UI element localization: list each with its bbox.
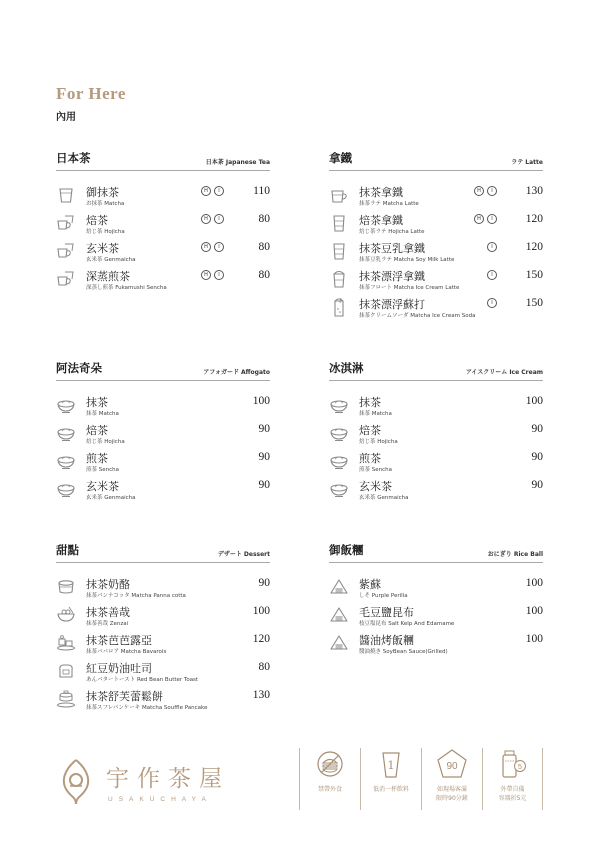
item-name: 焙茶 [86, 214, 108, 227]
item-tags [487, 242, 497, 252]
section-header [329, 150, 543, 171]
menu-item [329, 213, 543, 241]
item-description: あんバタートースト Red Bean Butter Toast [86, 677, 199, 683]
item-name: 抹茶漂浮拿鐵 [359, 270, 425, 283]
ice-tag-icon: I [214, 270, 224, 280]
item-name: 抹茶舒芙蕾鬆餅 [86, 690, 163, 703]
time-limit-icon [436, 748, 468, 780]
menu-item [56, 451, 270, 479]
notice-no-outside-food [299, 748, 360, 810]
section-subtitle: アフォガード Affogato [203, 369, 270, 376]
item-price: 150 [525, 297, 543, 309]
item-description: 抹茶 Matcha [86, 411, 119, 417]
menu-item [329, 605, 543, 633]
item-price: 80 [258, 213, 270, 225]
item-description: 焙じ茶 Hojicha [86, 439, 125, 445]
bowl-icon [329, 423, 349, 443]
section-japanese-tea [56, 150, 270, 297]
ice-tag-icon: I [214, 186, 224, 196]
item-price: 100 [525, 605, 543, 617]
bowl-icon [56, 451, 76, 471]
bowl-icon [329, 395, 349, 415]
section-title: 日本茶 [56, 151, 91, 165]
item-price: 80 [258, 241, 270, 253]
section-subtitle: アイスクリーム Ice Cream [465, 369, 543, 376]
notice-time-limit [421, 748, 482, 810]
menu-items [56, 577, 270, 717]
menu-item [56, 661, 270, 689]
hot-tag-icon: H [474, 214, 484, 224]
hot-tag-icon: H [201, 186, 211, 196]
menu-item [56, 395, 270, 423]
menu-item [56, 213, 270, 241]
bowl-icon [56, 395, 76, 415]
menu-item [56, 479, 270, 507]
menu-header [56, 84, 126, 123]
soda-glass-icon [329, 297, 349, 317]
item-name: 抹茶芭芭露亞 [86, 634, 152, 647]
menu-item [56, 577, 270, 605]
onigiri-icon [329, 605, 349, 625]
item-description: 抹茶スフレパンケーキ Matcha Souffle Pancake [86, 705, 208, 711]
section-header [329, 360, 543, 381]
brand-logo [56, 752, 236, 812]
ice-tag-icon: I [487, 186, 497, 196]
item-name: 焙茶 [359, 424, 381, 437]
hot-tag-icon: H [474, 186, 484, 196]
own-cup-icon [497, 748, 529, 780]
item-description: 玄米茶 Genmaicha [86, 257, 136, 263]
item-name: 抹茶拿鐵 [359, 186, 403, 199]
item-description: お抹茶 Matcha [86, 201, 125, 207]
logo-mark-icon [56, 756, 96, 806]
float-glass-icon [329, 269, 349, 289]
item-description: 深蒸し煎茶 Fukamushi Sencha [86, 285, 167, 291]
menu-item [56, 185, 270, 213]
ice-tag-icon: I [487, 214, 497, 224]
item-description: 抹茶パンナコッタ Matcha Panna cotta [86, 593, 186, 599]
item-price: 100 [252, 605, 270, 617]
section-header [329, 542, 543, 563]
item-description: 玄米茶 Genmaicha [359, 495, 409, 501]
ice-tag-icon: I [487, 270, 497, 280]
glass-icon [329, 241, 349, 261]
hot-tag-icon: H [201, 242, 211, 252]
menu-item [329, 451, 543, 479]
notice-text: 禁帶外食 [317, 786, 342, 793]
hot-tag-icon: H [201, 214, 211, 224]
onigiri-icon [329, 577, 349, 597]
menu-item [329, 269, 543, 297]
section-title: 冰淇淋 [329, 361, 364, 375]
ice-tag-icon: I [487, 242, 497, 252]
section-header [56, 360, 270, 381]
teacup-icon [56, 185, 76, 205]
item-description: 玄米茶 Genmaicha [86, 495, 136, 501]
item-name: 抹茶奶酪 [86, 578, 130, 591]
item-name: 焙茶 [86, 424, 108, 437]
item-price: 110 [253, 185, 270, 197]
item-name: 玄米茶 [86, 480, 119, 493]
item-description: 抹茶豆乳ラテ Matcha Soy Milk Latte [359, 257, 455, 263]
item-name: 抹茶 [359, 396, 381, 409]
dessert-bowl-icon [56, 605, 76, 625]
item-name: 焙茶拿鐵 [359, 214, 403, 227]
item-price: 120 [525, 241, 543, 253]
item-price: 90 [531, 423, 543, 435]
item-tags [474, 214, 497, 224]
section-subtitle: デザート Dessert [217, 551, 270, 558]
bowl-icon [56, 423, 76, 443]
section-dessert [56, 542, 270, 717]
dessert-plate-icon [56, 633, 76, 653]
item-name: 醬油烤飯糰 [359, 634, 414, 647]
section-subtitle: おにぎり Rice Ball [487, 551, 543, 558]
bowl-icon [329, 451, 349, 471]
notice-bar [299, 748, 543, 810]
item-tags [474, 186, 497, 196]
item-price: 90 [258, 479, 270, 491]
notice-one-drink [360, 748, 421, 810]
item-description: しそ Purple Perilla [359, 593, 408, 599]
menu-item [329, 479, 543, 507]
section-rice-ball [329, 542, 543, 661]
menu-items [56, 185, 270, 297]
section-title: 拿鐵 [329, 151, 352, 165]
item-price: 100 [525, 633, 543, 645]
menu-item [56, 241, 270, 269]
item-price: 100 [252, 395, 270, 407]
item-description: 煎茶 Sencha [359, 467, 392, 473]
menu-items [329, 577, 543, 661]
item-price: 80 [258, 661, 270, 673]
item-tags [201, 270, 224, 280]
item-description: 焙じ茶 Hojicha [86, 229, 125, 235]
section-ice-cream [329, 360, 543, 507]
hot-tag-icon: H [201, 270, 211, 280]
section-header [56, 150, 270, 171]
item-description: 抹茶フロート Matcha Ice Cream Latte [359, 285, 460, 291]
item-name: 玄米茶 [86, 242, 119, 255]
teapot-icon [56, 269, 76, 289]
menu-items [329, 395, 543, 507]
item-price: 130 [252, 689, 270, 701]
menu-item [329, 241, 543, 269]
item-name: 深蒸煎茶 [86, 270, 130, 283]
menu-item [329, 297, 543, 325]
item-name: 紅豆奶油吐司 [86, 662, 152, 675]
item-price: 90 [258, 451, 270, 463]
item-price: 90 [258, 577, 270, 589]
menu-item [329, 577, 543, 605]
menu-item [56, 633, 270, 661]
glass-icon [329, 213, 349, 233]
teapot-icon [56, 213, 76, 233]
bowl-icon [56, 479, 76, 499]
section-title: 阿法奇朵 [56, 361, 102, 375]
item-description: 焙じ茶ラテ Hojicha Latte [359, 229, 425, 235]
item-price: 100 [525, 577, 543, 589]
brand-name-en: USAKUCHAYA [108, 796, 212, 803]
pancake-icon [56, 689, 76, 709]
bowl-icon [329, 479, 349, 499]
notice-text: 如現場客滿 限時90分鐘 [436, 786, 468, 802]
item-price: 150 [525, 269, 543, 281]
item-description: 抹茶クリームソーダ Matcha Ice Cream Soda [359, 313, 476, 319]
notice-text: 低消一杯飲料 [372, 786, 409, 793]
menu-item [329, 185, 543, 213]
item-description: 抹茶 Matcha [359, 411, 392, 417]
item-name: 煎茶 [359, 452, 381, 465]
menu-item [329, 423, 543, 451]
item-price: 120 [252, 633, 270, 645]
ice-tag-icon: I [214, 214, 224, 224]
item-price: 100 [525, 395, 543, 407]
item-name: 抹茶漂浮蘇打 [359, 298, 425, 311]
brand-name: 宇作茶屋 [106, 766, 230, 792]
item-description: 焙じ茶 Hojicha [359, 439, 398, 445]
item-tags [201, 186, 224, 196]
notice-text: 外帶自備 容器折5元 [498, 786, 527, 802]
item-price: 90 [531, 479, 543, 491]
menu-item [56, 269, 270, 297]
toast-icon [56, 661, 76, 681]
one-drink-icon [375, 748, 407, 780]
item-price: 90 [531, 451, 543, 463]
header-title-zh: 內用 [56, 112, 76, 123]
menu-items [329, 185, 543, 325]
item-name: 抹茶豆乳拿鐵 [359, 242, 425, 255]
menu-item [56, 423, 270, 451]
item-name: 紫蘇 [359, 578, 381, 591]
item-tags [487, 298, 497, 308]
item-name: 抹茶善哉 [86, 606, 130, 619]
own-cup-badge: 5 [518, 764, 522, 771]
time-limit-badge: 90 [446, 761, 458, 772]
one-drink-badge: 1 [387, 759, 395, 772]
ice-tag-icon: I [487, 298, 497, 308]
item-description: 抹茶ババロア Matcha Bavarois [86, 649, 167, 655]
pudding-icon [56, 577, 76, 597]
item-price: 80 [258, 269, 270, 281]
menu-item [329, 633, 543, 661]
menu-items [56, 395, 270, 507]
menu-item [56, 689, 270, 717]
section-subtitle: ラテ Latte [511, 159, 543, 166]
section-subtitle: 日本茶 Japanese Tea [205, 159, 270, 166]
item-description: 抹茶善哉 Zenzai [86, 621, 129, 627]
item-name: 御抹茶 [86, 186, 119, 199]
menu-item [56, 605, 270, 633]
item-price: 90 [258, 423, 270, 435]
item-description: 枝豆塩昆布 Salt Kelp And Edamame [359, 621, 455, 627]
item-tags [201, 242, 224, 252]
ice-tag-icon: I [214, 242, 224, 252]
section-affogato [56, 360, 270, 507]
item-name: 毛豆鹽昆布 [359, 606, 414, 619]
notice-own-cup [482, 748, 543, 810]
menu-item [329, 395, 543, 423]
item-description: 煎茶 Sencha [86, 467, 119, 473]
header-title-en: For Here [56, 84, 126, 103]
item-name: 玄米茶 [359, 480, 392, 493]
mug-icon [329, 185, 349, 205]
item-tags [201, 214, 224, 224]
item-price: 130 [525, 185, 543, 197]
section-title: 御飯糰 [329, 543, 364, 557]
section-latte [329, 150, 543, 325]
teapot-icon [56, 241, 76, 261]
item-name: 抹茶 [86, 396, 108, 409]
item-description: 抹茶ラテ Matcha Latte [359, 201, 419, 207]
section-header [56, 542, 270, 563]
onigiri-icon [329, 633, 349, 653]
item-price: 120 [525, 213, 543, 225]
no-outside-food-icon [314, 748, 346, 780]
item-description: 醬油焼き SoyBean Sauce(Grilled) [359, 649, 448, 655]
section-title: 甜點 [56, 543, 79, 557]
item-tags [487, 270, 497, 280]
item-name: 煎茶 [86, 452, 108, 465]
